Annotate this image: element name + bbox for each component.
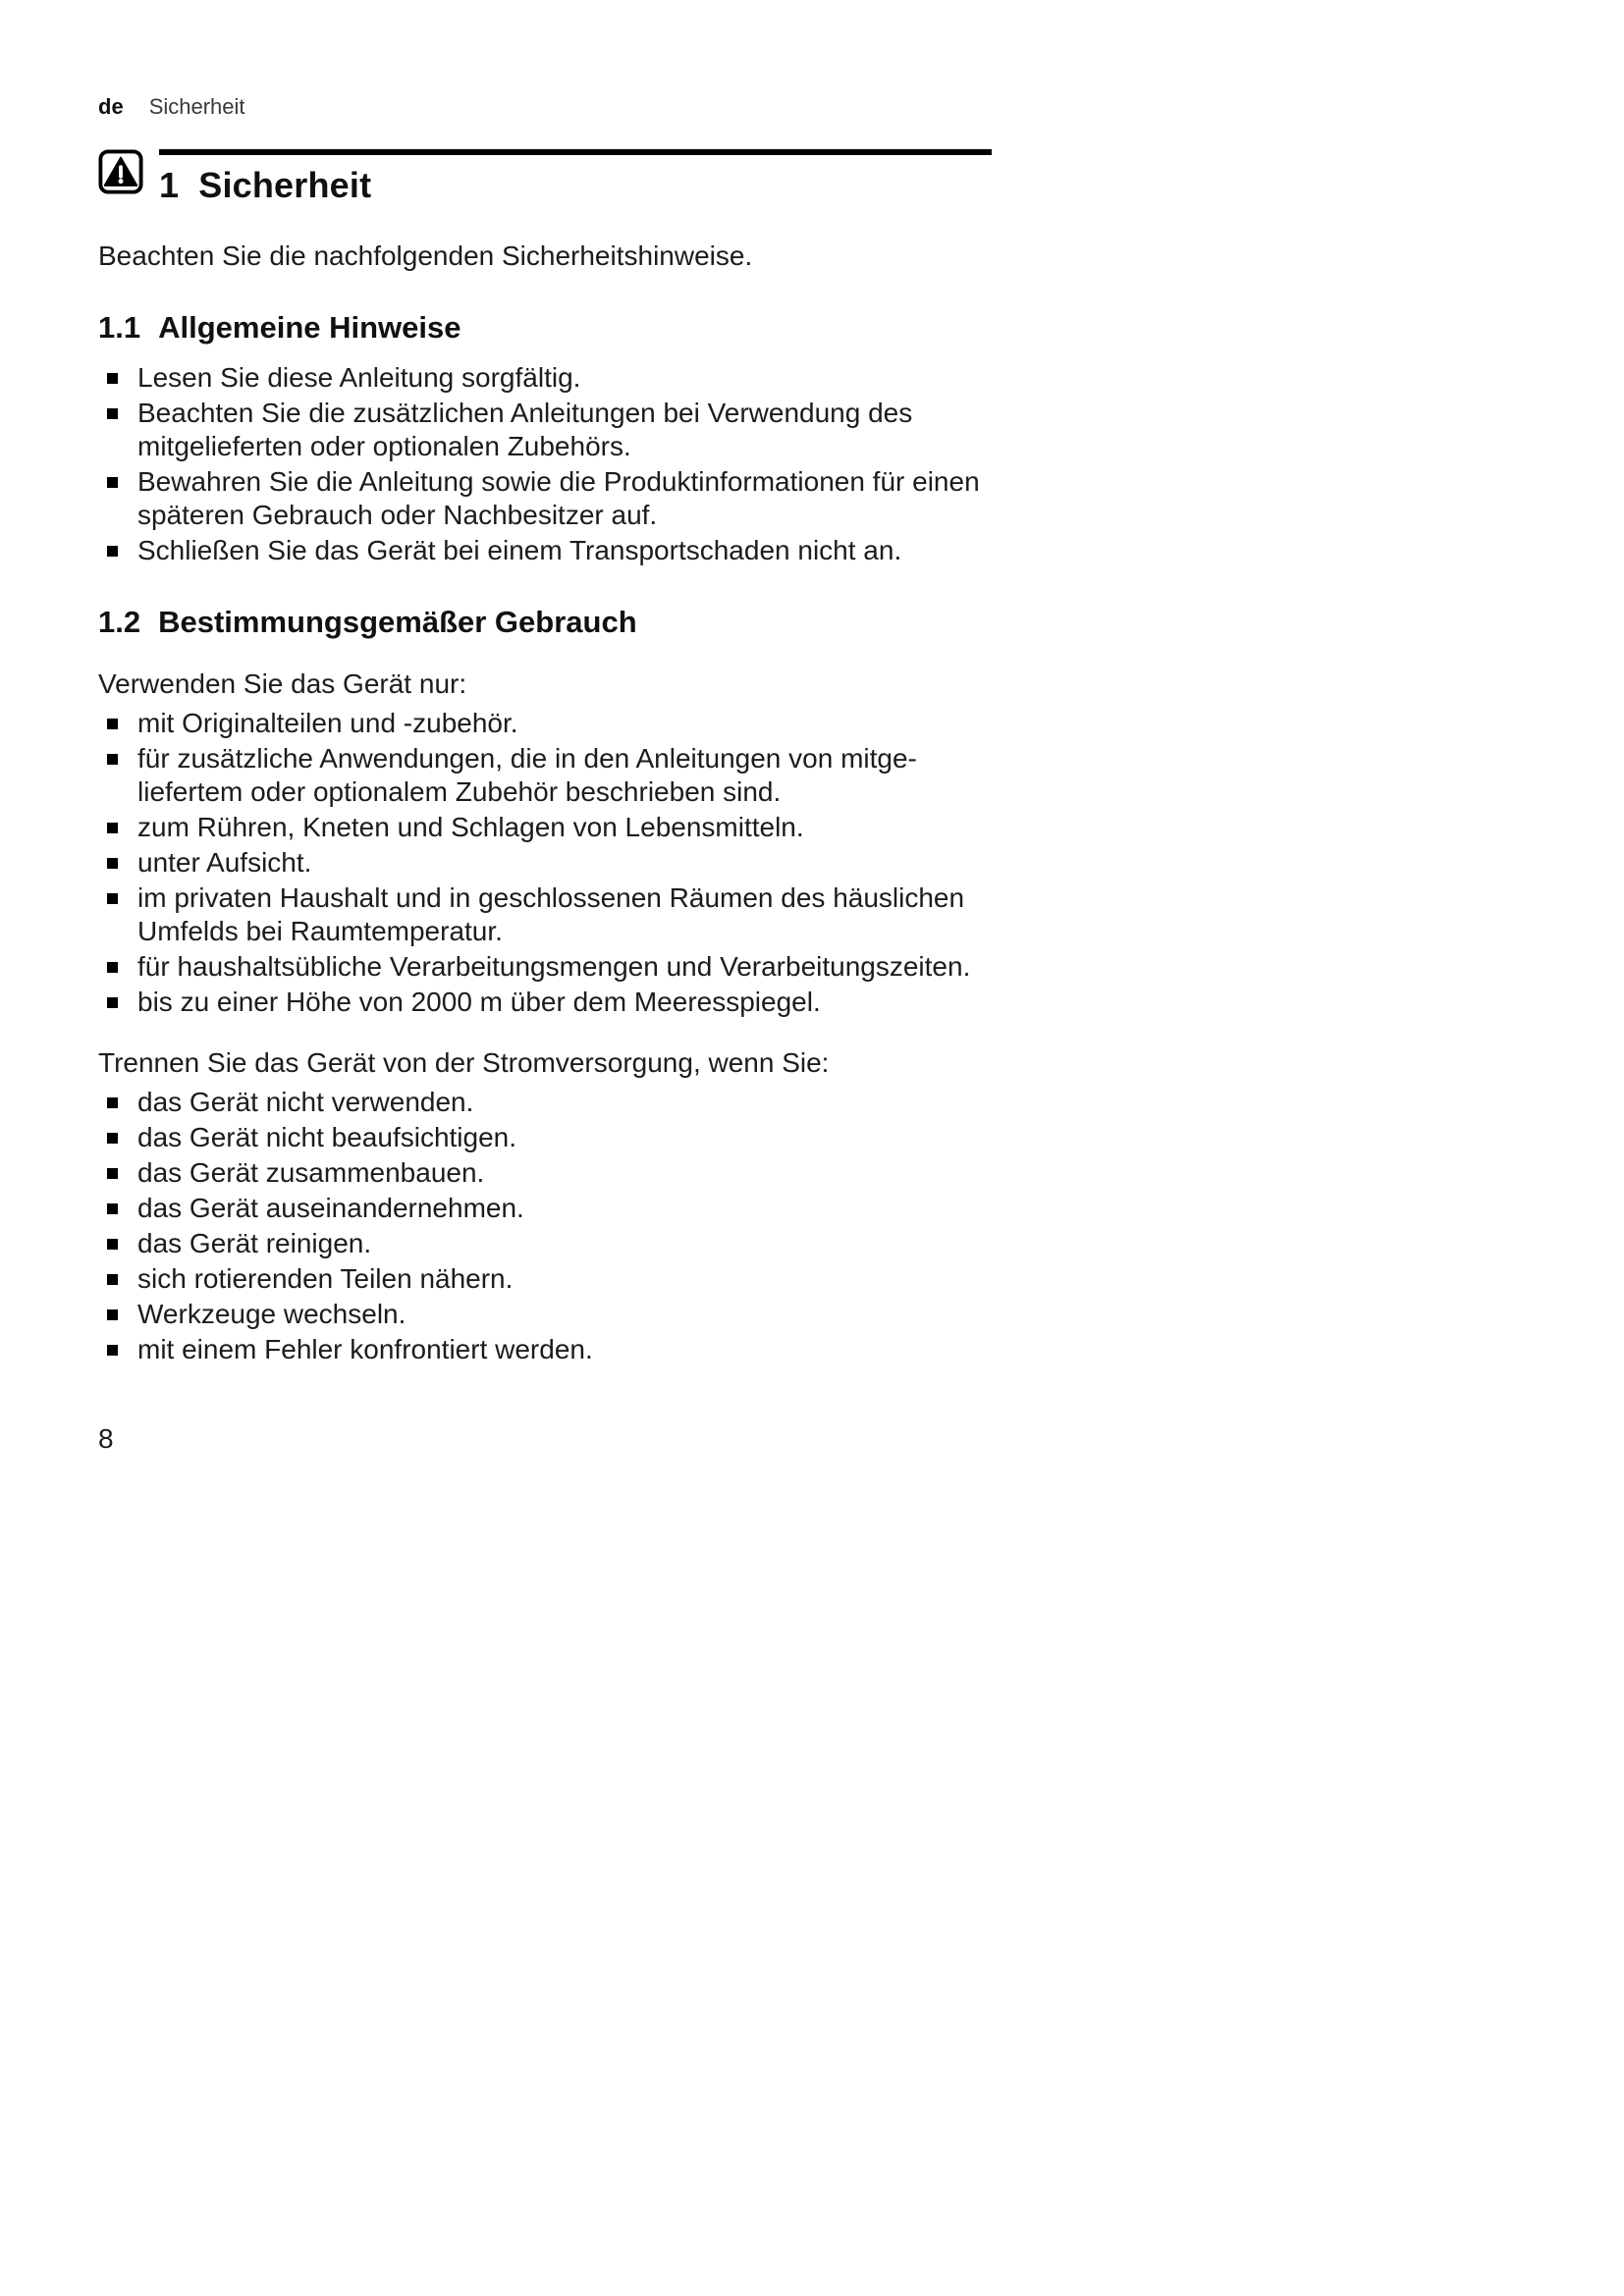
section-title-1-2	[98, 605, 992, 640]
bullet-item: mit Originalteilen und -zubehör.	[98, 707, 992, 740]
disconnect-lead: Trennen Sie das Gerät von der Stromversorgung, wenn Sie:	[98, 1047, 830, 1078]
section-title-1-1	[98, 310, 992, 346]
bullet-item: das Gerät nicht beaufsichtigen.	[98, 1121, 992, 1154]
chapter-intro: Beachten Sie die nachfolgenden Sicherheitshinweise.	[98, 240, 753, 271]
bullet-item: Werkzeuge wechseln.	[98, 1298, 992, 1331]
bullet-item: für zusätzliche Anwendungen, die in den Anleitungen von mitgeliefertem oder optionalem Zubehör beschrieben sind.	[98, 742, 992, 809]
chapter-title-text: Sicherheit	[198, 165, 372, 205]
chapter-title	[159, 165, 992, 206]
bullet-item: Schließen Sie das Gerät bei einem Transportschaden nicht an.	[98, 534, 992, 567]
section-number: 1.2	[98, 605, 141, 639]
running-header-section: Sicherheit	[148, 94, 245, 119]
bullet-item: das Gerät reinigen.	[98, 1227, 992, 1260]
chapter-rule	[159, 149, 992, 155]
page-number: 8	[98, 1423, 114, 1454]
bullet-item: Bewahren Sie die Anleitung sowie die Produktinformationen für einen späteren Gebrauch oder Nachbesitzer auf.	[98, 465, 992, 532]
bullet-item: das Gerät auseinandernehmen.	[98, 1192, 992, 1225]
bullet-list-disconnect	[98, 1086, 992, 1366]
bullet-list-intended-use	[98, 707, 992, 1019]
chapter-title-block	[159, 149, 992, 206]
running-header	[98, 94, 992, 120]
warning-triangle-icon	[98, 149, 143, 194]
bullet-item: mit einem Fehler konfrontiert werden.	[98, 1333, 992, 1366]
bullet-item: Beachten Sie die zusätzlichen Anleitungen bei Verwendung des mitgelieferten oder optionalen Zubehörs.	[98, 397, 992, 463]
bullet-item: im privaten Haushalt und in geschlossenen Räumen des häuslichen Umfelds bei Raumtemperatur.	[98, 881, 992, 948]
section-title-text: Allgemeine Hinweise	[158, 310, 461, 345]
chapter-number: 1	[159, 165, 180, 205]
bullet-item: zum Rühren, Kneten und Schlagen von Lebensmitteln.	[98, 811, 992, 844]
chapter-header	[98, 149, 992, 206]
bullet-item: unter Aufsicht.	[98, 846, 992, 880]
bullet-item: für haushaltsübliche Verarbeitungsmengen und Verarbeitungszeiten.	[98, 950, 992, 984]
section-number: 1.1	[98, 310, 141, 345]
bullet-item: sich rotierenden Teilen nähern.	[98, 1262, 992, 1296]
section-title-text: Bestimmungsgemäßer Gebrauch	[158, 605, 637, 639]
language-code: de	[98, 94, 124, 119]
bullet-list-general-notes	[98, 361, 992, 567]
bullet-item: das Gerät zusammenbauen.	[98, 1156, 992, 1190]
bullet-item: das Gerät nicht verwenden.	[98, 1086, 992, 1119]
intended-use-lead: Verwenden Sie das Gerät nur:	[98, 668, 467, 699]
bullet-item: Lesen Sie diese Anleitung sorgfältig.	[98, 361, 992, 395]
bullet-item: bis zu einer Höhe von 2000 m über dem Meeresspiegel.	[98, 986, 992, 1019]
